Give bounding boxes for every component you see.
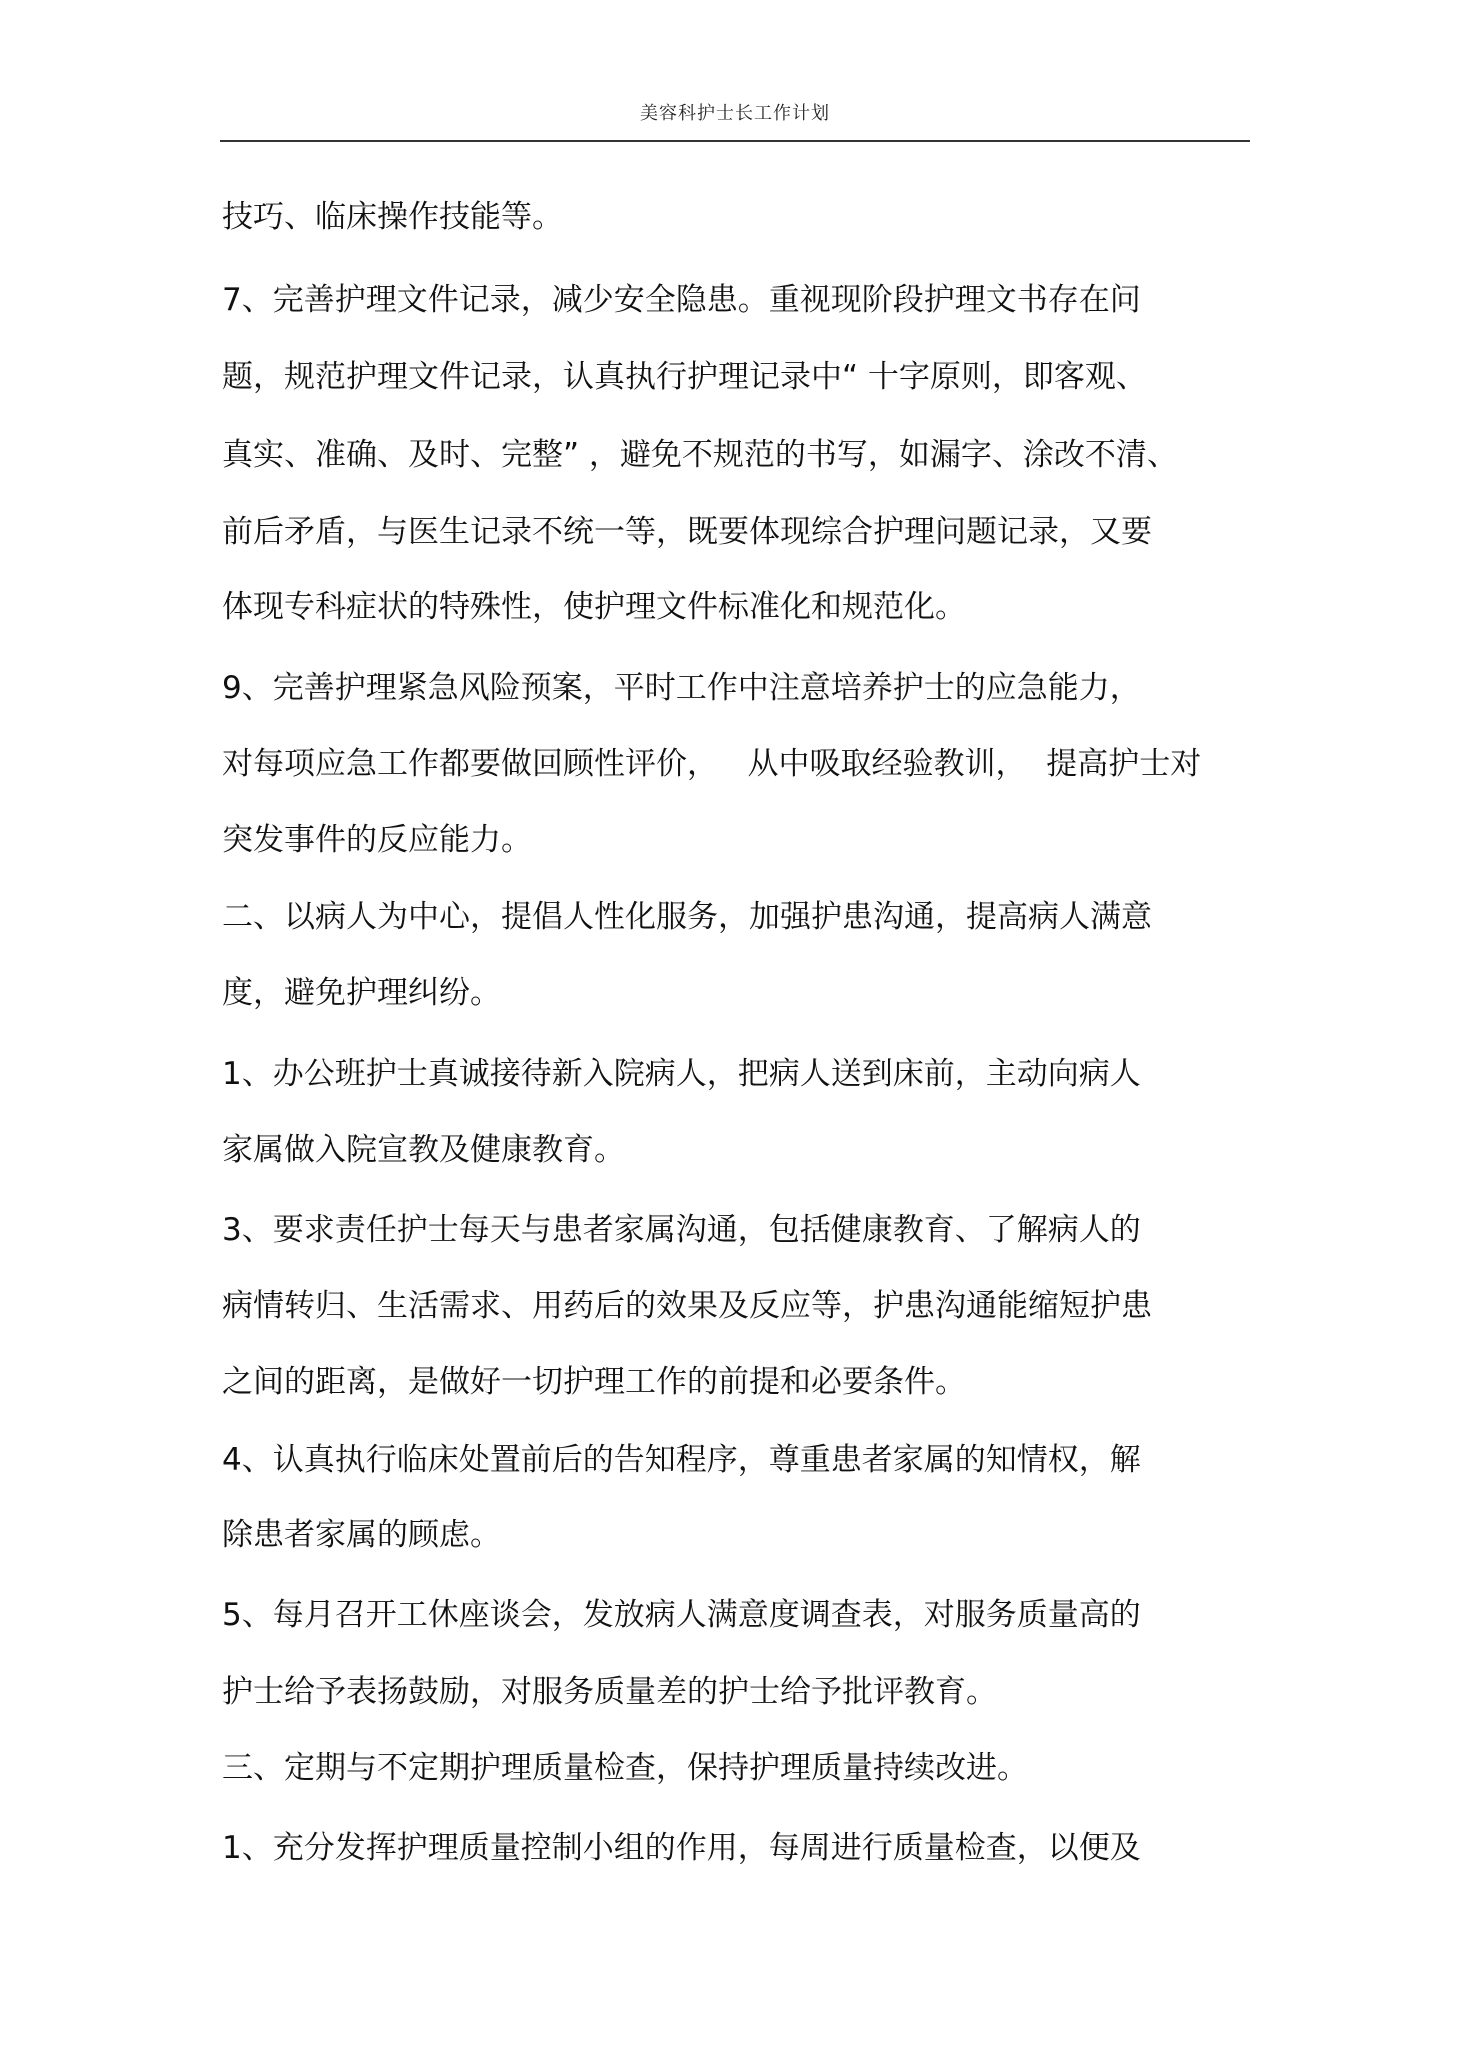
body-text-line: 4、认真执行临床处置前后的告知程序，尊重患者家属的知情权，解 [222,1442,1141,1478]
body-text-line: 突发事件的反应能力。 [222,822,532,858]
body-text-line: 3、要求责任护士每天与患者家属沟通，包括健康教育、了解病人的 [222,1212,1141,1248]
body-text-line: 1、办公班护士真诚接待新入院病人，把病人送到床前，主动向病人 [222,1056,1141,1092]
body-text-line: 之间的距离，是做好一切护理工作的前提和必要条件。 [222,1364,966,1400]
body-text-line: 7、完善护理文件记录，减少安全隐患。重视现阶段护理文书存在问 [222,282,1141,318]
header-divider [220,140,1250,142]
body-text-line: 技巧、临床操作技能等。 [222,199,563,235]
body-text-line: 家属做入院宣教及健康教育。 [222,1132,625,1168]
body-text-line: 5、每月召开工休座谈会，发放病人满意度调查表，对服务质量高的 [222,1597,1141,1633]
body-text-line: 前后矛盾，与医生记录不统一等，既要体现综合护理问题记录，又要 [222,514,1152,550]
body-text-line: 二、以病人为中心，提倡人性化服务，加强护患沟通，提高病人满意 [222,899,1152,935]
body-text-line: 护士给予表扬鼓励，对服务质量差的护士给予批评教育。 [222,1674,997,1710]
page-header-title: 美容科护士长工作计划 [640,103,830,124]
body-text-line: 度，避免护理纠纷。 [222,975,501,1011]
body-text-line: 9、完善护理紧急风险预案，平时工作中注意培养护士的应急能力， [222,670,1141,706]
body-text-line: 除患者家属的顾虑。 [222,1517,501,1553]
body-text-line: 病情转归、生活需求、用药后的效果及反应等，护患沟通能缩短护患 [222,1288,1152,1324]
body-text-line: 1、充分发挥护理质量控制小组的作用，每周进行质量检查，以便及 [222,1830,1141,1866]
body-text-line: 体现专科症状的特殊性，使护理文件标准化和规范化。 [222,589,966,625]
body-text-line: 三、定期与不定期护理质量检查，保持护理质量持续改进。 [222,1750,1028,1786]
body-text-line: 对每项应急工作都要做回顾性评价， 从中吸取经验教训， 提高护士对 [222,746,1202,782]
body-text-line: 题，规范护理文件记录，认真执行护理记录中“ 十字原则，即客观、 [222,359,1147,395]
body-text-line: 真实、准确、及时、完整” ，避免不规范的书写，如漏字、涂改不清、 [222,437,1178,473]
